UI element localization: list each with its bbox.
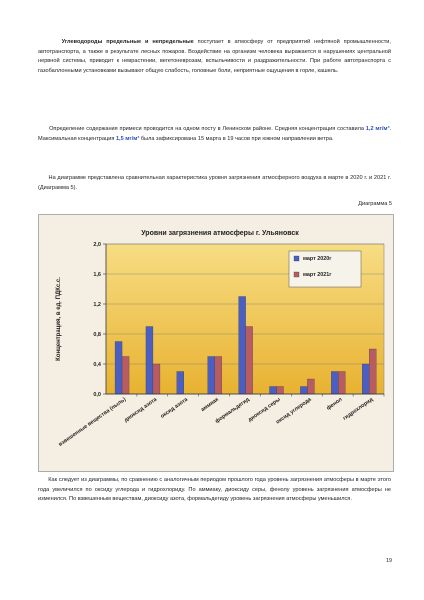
y-tick-label: 0,4 bbox=[93, 362, 101, 368]
bar-2020 bbox=[300, 387, 307, 395]
legend bbox=[289, 251, 361, 287]
bar-2021 bbox=[246, 327, 253, 395]
y-tick-label: 2,0 bbox=[93, 242, 101, 248]
bar-2020 bbox=[208, 357, 215, 395]
bar-2020 bbox=[239, 297, 246, 395]
bar-2020 bbox=[146, 327, 153, 395]
y-tick-label: 0,8 bbox=[93, 332, 101, 338]
page-number: 19 bbox=[386, 558, 392, 564]
chart-container bbox=[38, 214, 394, 472]
x-tick-label: гидрохлорид bbox=[342, 396, 375, 422]
paragraph-text: была зафиксирована 15 марта в 19 часов при южном направлении ветра. bbox=[139, 135, 334, 142]
y-tick-label: 1,6 bbox=[93, 272, 101, 278]
paragraph-text: На диаграмме представлена сравнительная характеристика уровня загрязнения атмосферного воздуха в марте в 2020 г. и 2021 г. (Диаграмма 5). bbox=[38, 175, 391, 191]
x-tick-label: оксид азота bbox=[159, 396, 189, 420]
bar-2021 bbox=[215, 357, 222, 395]
legend-swatch bbox=[294, 256, 299, 261]
bar-2020 bbox=[362, 364, 369, 394]
bar-2021 bbox=[369, 349, 376, 394]
legend-swatch bbox=[294, 272, 299, 277]
x-tick-label: формальдегид bbox=[214, 396, 251, 425]
bar-2021 bbox=[307, 379, 314, 394]
x-tick-label: оксид углерода bbox=[275, 396, 313, 426]
paragraph-text: . Максимальная концентрация bbox=[38, 126, 392, 142]
paragraph-text: поступает в атмосферу от предприятий нефтяной промышленности, автотранспорта, а также в результате лесных пожаров. Воздействие на организм человека выражается в нарушениях центральной нервной системы, приводит к неврастении, вегетоневрозам, вспыльчивости и раздражительности. При работе автотранспорта с газобаллонными установками вызывают общую слабость, головные боли, неприятные ощущения в горле, кашель. bbox=[38, 39, 391, 74]
bar-2021 bbox=[277, 387, 284, 395]
bar-2021 bbox=[122, 357, 129, 395]
y-tick-label: 1,2 bbox=[93, 302, 101, 308]
x-tick-label: аммиак bbox=[200, 396, 220, 414]
paragraph-bold-term: Углеводороды предельные и непредельные bbox=[61, 39, 194, 45]
x-tick-label: диоксид серы bbox=[247, 396, 282, 424]
bar-chart bbox=[38, 214, 394, 472]
paragraph-text: Как следует из диаграммы, по сравнению с аналогичным периодом прошлого года уровень загрязнения атмосферы в марте этого года увеличился по оксиду углерода и гидрохлориду. По аммиаку, диоксиду серы, фенолу уровень загрязнения атмосферы не изменился. По взвешенным веществам, диоксиду азота, формальдегиду уровень загрязнения атмосферы уменьшился. bbox=[38, 477, 392, 503]
diagram-caption: Диаграмма 5 bbox=[358, 201, 392, 207]
average-concentration-value: 1,2 мг/м³ bbox=[365, 126, 390, 132]
x-tick-label: фенол bbox=[325, 396, 344, 412]
paragraph-measurement bbox=[38, 125, 391, 144]
legend-label: март 2021г bbox=[303, 272, 332, 278]
paragraph-conclusion bbox=[38, 476, 391, 505]
bar-2021 bbox=[338, 372, 345, 395]
x-tick-label: взвешенные вещества (пыль) bbox=[57, 396, 128, 448]
legend-label: март 2020г bbox=[303, 256, 332, 262]
max-concentration-value: 1,5 мг/м³ bbox=[115, 135, 140, 142]
y-axis-label: Концентрация, в ед. ПДКс.с. bbox=[56, 277, 62, 361]
paragraph-diagram-intro bbox=[38, 174, 391, 193]
bar-2020 bbox=[270, 387, 277, 395]
y-tick-label: 0,0 bbox=[93, 392, 101, 398]
x-tick-label: диоксид азота bbox=[123, 396, 159, 424]
bar-2020 bbox=[115, 342, 122, 395]
chart-title: Уровни загрязнения атмосферы г. Ульяновск bbox=[141, 230, 299, 237]
paragraph-text: Определение содержания примеси проводится на одном посту в Ленинском районе. Средняя концентрация составила bbox=[49, 126, 366, 132]
bar-2021 bbox=[153, 364, 160, 394]
paragraph-hydrocarbons bbox=[38, 38, 391, 76]
bar-2020 bbox=[177, 372, 184, 395]
bar-2020 bbox=[331, 372, 338, 395]
